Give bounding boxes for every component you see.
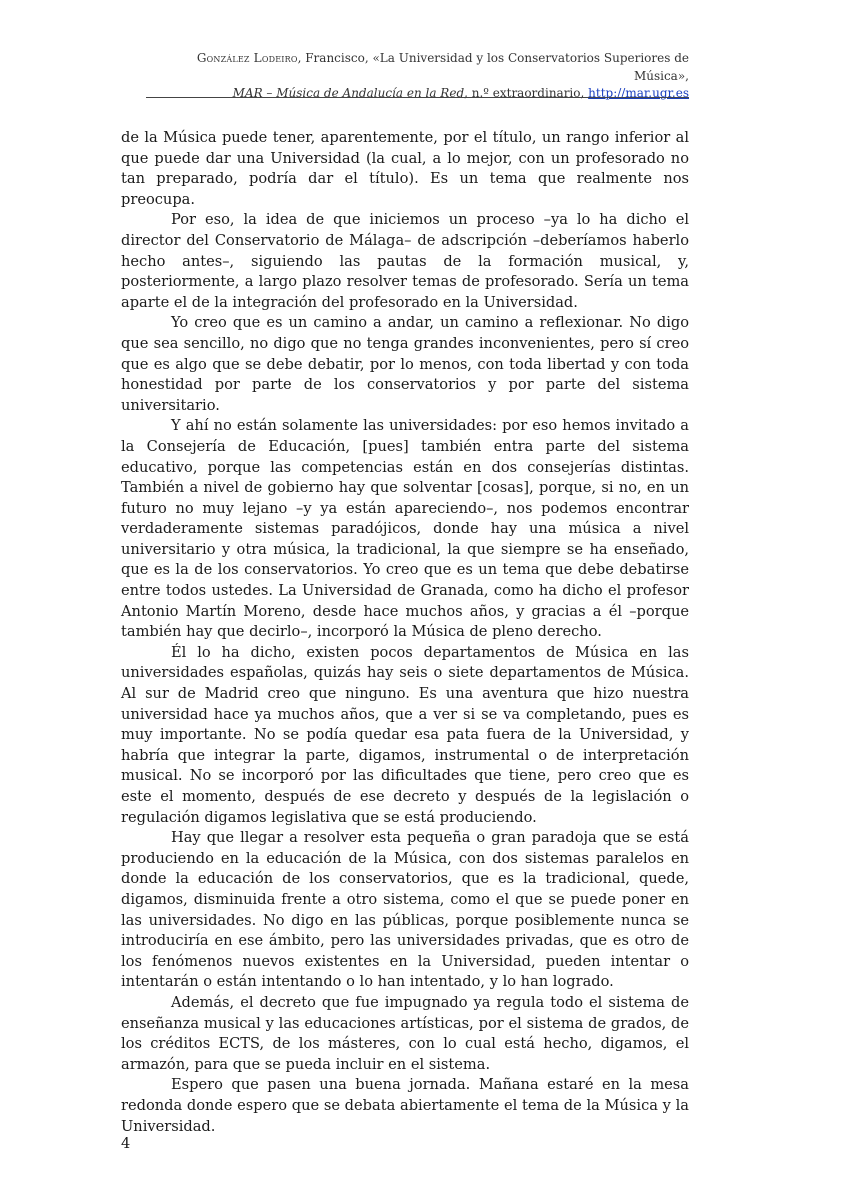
paragraph: Hay que llegar a resolver esta pequeña o gran paradoja que se está produciendo en la educación de la Música, con dos sistemas paralelos en donde la educación de los conservatorios, que es la tradicional, quede, digamos, disminuida frente a otro sistema, como el que se puede poner en las universidades. No digo en las públicas, porque posiblemente nunca se introduciría en ese ámbito, pero las universidades privadas, que es otro de los fenómenos nuevos existentes en la Universidad, pueden intentar o intentarán o están intentando o lo han intentado, y lo han logrado. bbox=[121, 829, 689, 991]
author-name: González Lodeiro bbox=[196, 51, 298, 65]
paragraph: Espero que pasen una buena jornada. Mañana estaré en la mesa redonda donde espero que se debata abiertamente el tema de la Música y la Universidad. bbox=[121, 1076, 689, 1135]
paragraph: Por eso, la idea de que iniciemos un proceso –ya lo ha dicho el director del Conservatorio de Málaga– de adscripción –deberíamos haberlo hecho antes–, siguiendo las pautas de la formación musical, y, posteriormente, a largo plazo resolver temas de profesorado. Sería un tema aparte el de la integración del profesorado en la Universidad. bbox=[121, 211, 689, 311]
running-header bbox=[140, 50, 689, 103]
citation-line-2 bbox=[140, 85, 689, 103]
page-number: 4 bbox=[121, 1135, 131, 1152]
journal-name: MAR – Música de Andalucía en la Red bbox=[232, 86, 465, 100]
issue-info: , n.º extraordinario, bbox=[464, 86, 589, 100]
paragraph: Y ahí no están solamente las universidades: por eso hemos invitado a la Consejería de Educación, [pues] también entra parte del sistema educativo, porque las competencias están en dos consejerías distintas. También a nivel de gobierno hay que solventar [cosas], porque, si no, en un futuro no muy lejano –y ya están apareciendo–, nos podemos encontrar verdaderamente sistemas paradójicos, donde hay una música a nivel universitario y otra música, la tradicional, la que siempre se ha enseñado, que es la de los conservatorios. Yo creo que es un tema que debe debatirse entre todos ustedes. La Universidad de Granada, como ha dicho el profesor Antonio Martín Moreno, desde hace muchos años, y gracias a él –porque también hay que decirlo–, incorporó la Música de pleno derecho. bbox=[121, 417, 689, 641]
paragraph: Él lo ha dicho, existen pocos departamentos de Música en las universidades españolas, quizás hay seis o siete departamentos de Música. Al sur de Madrid creo que ninguno. Es una aventura que hizo nuestra universidad hace ya muchos años, que a ver si se va completando, pues es muy importante. No se podía quedar esa pata fuera de la Universidad, y habría que integrar la parte, digamos, instrumental o de interpretación musical. No se incorporó por las dificultades que tiene, pero creo que es este el momento, después de ese decreto y después de la legislación o regulación digamos legislativa que se está produciendo. bbox=[121, 643, 689, 826]
header-divider bbox=[146, 97, 689, 98]
body-text bbox=[121, 128, 689, 1137]
paragraph: Yo creo que es un camino a andar, un camino a reflexionar. No digo que sea sencillo, no digo que no tenga grandes inconvenientes, pero sí creo que es algo que se debe debatir, por lo menos, con toda libertad y con toda honestidad por parte de los conservatorios y por parte del sistema universitario. bbox=[121, 314, 689, 414]
paragraph: de la Música puede tener, aparentemente, por el título, un rango inferior al que puede dar una Universidad (la cual, a lo mejor, con un profesorado no tan preparado, podría dar el título). Es un tema que realmente nos preocupa. bbox=[121, 129, 689, 208]
paragraph: Además, el decreto que fue impugnado ya regula todo el sistema de enseñanza musical y las educaciones artísticas, por el sistema de grados, de los créditos ECTS, de los másteres, con lo cual está hecho, digamos, el armazón, para que se pueda incluir en el sistema. bbox=[121, 993, 689, 1073]
journal-url-link[interactable]: http://mar.ugr.es bbox=[588, 86, 689, 100]
citation-title: , Francisco, «La Universidad y los Conservatorios Superiores de Música», bbox=[297, 51, 689, 83]
citation-line-1 bbox=[140, 50, 689, 85]
